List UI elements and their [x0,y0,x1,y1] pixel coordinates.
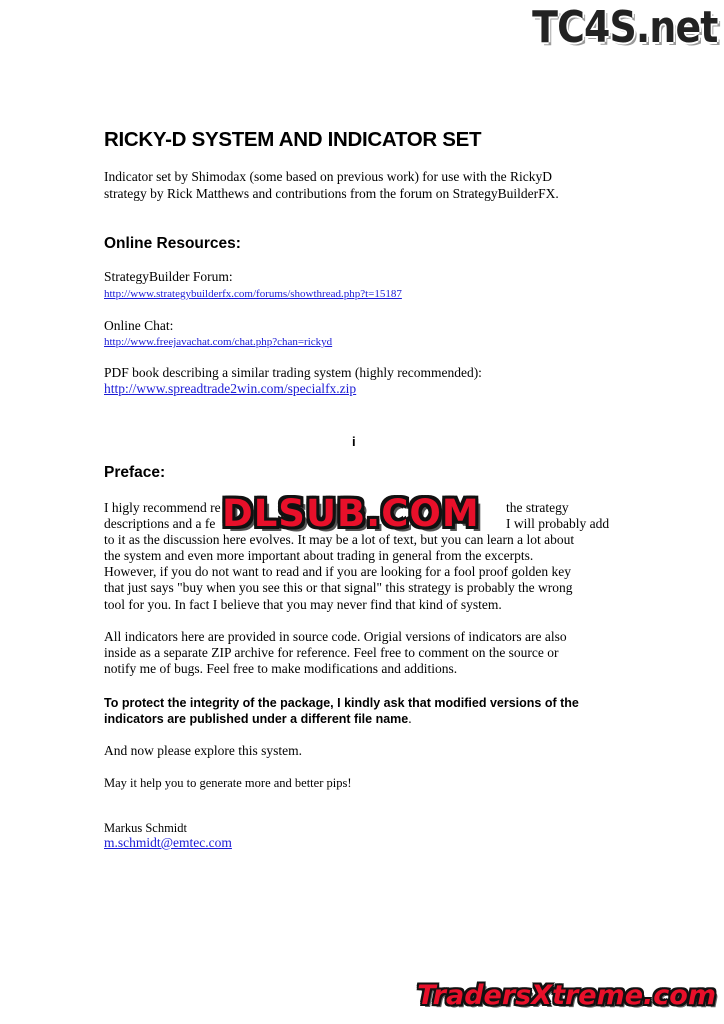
integrity-notice-period: . [408,711,412,726]
pdf-link[interactable]: http://www.spreadtrade2win.com/specialfx.zip [104,381,357,396]
tradersxtreme-watermark: TradersXtreme.com [417,980,716,1011]
preface-line-2-start: descriptions and a fe [104,516,216,531]
signature-name: Markus Schmidt [104,821,187,835]
integrity-notice-line-1: To protect the integrity of the package, I kindly ask that modified versions of the [104,696,579,710]
preface-line-4: the system and even more important about trading in general from the excerpts. [104,548,534,563]
explore-line: And now please explore this system. [104,743,302,758]
dlsub-watermark: DLSUB.COM [222,492,480,535]
preface-line-3: to it as the discussion here evolves. It may be a lot of text, but you can learn a lot about [104,532,575,547]
preface-heading: Preface: [104,464,166,481]
signature-email[interactable]: m.schmidt@emtec.com [104,835,232,850]
preface-p2-line-1: All indicators here are provided in source code. Origial versions of indicators are also [104,629,567,644]
integrity-notice-line-2 [104,711,412,727]
pdf-label: PDF book describing a similar trading system (highly recommended): [104,365,482,380]
wish-line: May it help you to generate more and better pips! [104,776,352,790]
intro-line-2: strategy by Rick Matthews and contributions from the forum on StrategyBuilderFX. [104,186,559,201]
resources-heading: Online Resources: [104,235,241,252]
preface-line-7: tool for you. In fact I believe that you may never find that kind of system. [104,597,502,612]
preface-line-5: However, if you do not want to read and if you are looking for a fool proof golden key [104,564,571,579]
integrity-notice-text: indicators are published under a different file name [104,712,409,726]
forum-label: StrategyBuilder Forum: [104,269,233,284]
page-marker: i [352,434,356,449]
intro-line-1: Indicator set by Shimodax (some based on previous work) for use with the RickyD [104,169,553,184]
document-title: RICKY-D SYSTEM AND INDICATOR SET [104,128,482,151]
chat-label: Online Chat: [104,318,174,333]
preface-line-2-end: I will probably add [506,516,610,531]
chat-link[interactable]: http://www.freejavachat.com/chat.php?chan=rickyd [104,336,333,348]
preface-p2-line-2: inside as a separate ZIP archive for reference. Feel free to comment on the source or [104,645,559,660]
preface-line-1-end: the strategy [506,500,569,515]
tc4s-watermark: TC4S.net [532,2,718,53]
forum-link[interactable]: http://www.strategybuilderfx.com/forums/showthread.php?t=15187 [104,288,402,300]
preface-p2-line-3: notify me of bugs. Feel free to make modifications and additions. [104,661,458,676]
preface-line-6: that just says "buy when you see this or that signal" this strategy is probably the wrong [104,580,573,595]
preface-line-1-start: I higly recommend re [104,500,221,515]
